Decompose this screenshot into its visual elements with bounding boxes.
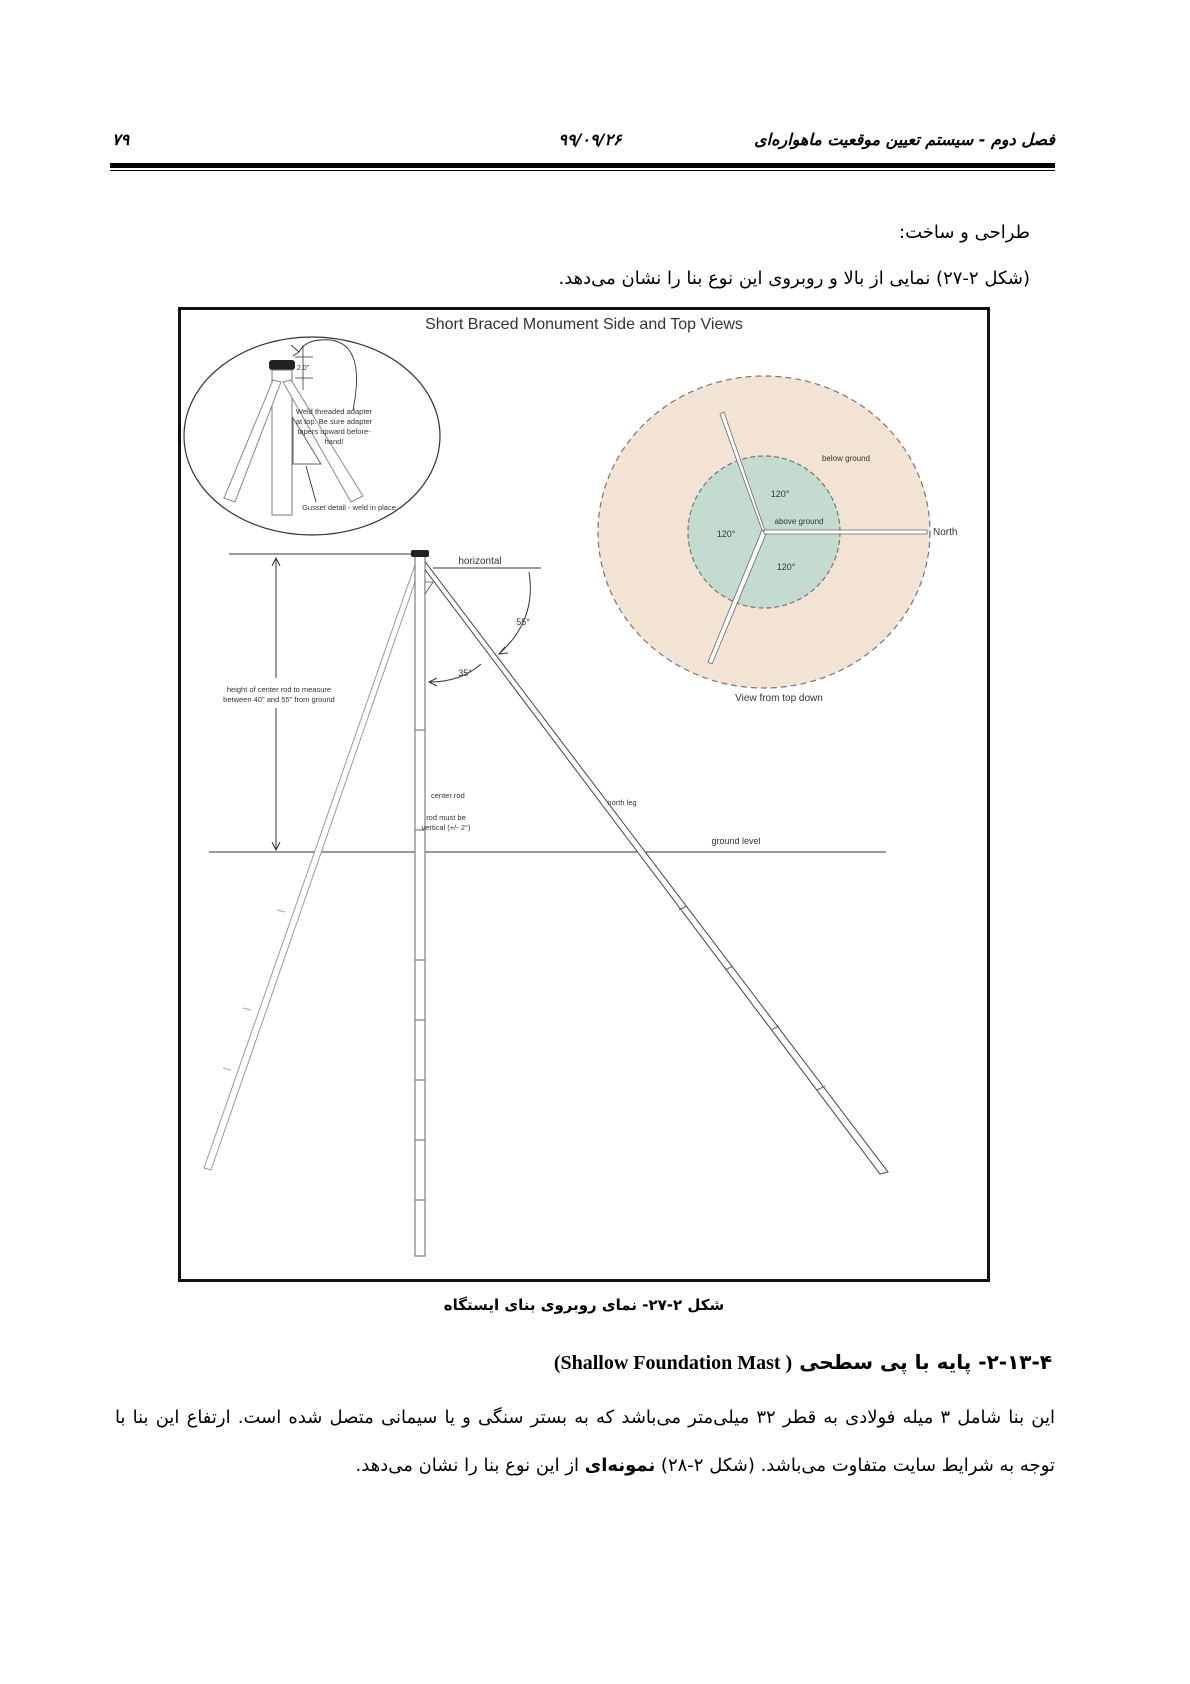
- detail-note-4: hand!: [324, 437, 344, 446]
- paragraph-bold: نمونه‌ای: [584, 1455, 656, 1476]
- vertical-note-2: vertical (+/- 2°): [421, 823, 471, 832]
- paragraph-text-2: از این نوع بنا را نشان می‌دهد.: [355, 1455, 585, 1476]
- center-rod-label: center rod: [431, 791, 465, 800]
- figure-caption: شکل ۲-۲۷- نمای روبروی بنای ایستگاه: [443, 1296, 725, 1314]
- angle-left-label: 120°: [716, 529, 736, 539]
- angle-bottom-label: 120°: [776, 562, 796, 572]
- paragraph-text-1: این بنا شامل ۳ میله فولادی به قطر ۳۲ میلی‌متر می‌باشد که به بستر سنگی و یا سیمانی متصل شده است. ارتفاع این بنا با توجه به شرایط سایت متفاوت می‌باشد. (شکل ۲-۲۸): [115, 1407, 1055, 1476]
- page-number: ۷۹: [112, 130, 130, 149]
- height-note-1: height of center rod to measure: [226, 685, 332, 694]
- horizontal-label: horizontal: [458, 556, 502, 567]
- section-heading: [554, 1350, 1052, 1375]
- adapter-detail: [184, 337, 440, 535]
- monument-diagram: [181, 310, 987, 1279]
- height-note-2: between 40" and 55" from ground: [223, 695, 335, 704]
- gusset-note: Gusset detail - weld in place: [302, 503, 396, 512]
- top-view-label: View from top down: [735, 693, 823, 704]
- detail-right-leg: [283, 380, 363, 502]
- top-view-leg-north: [764, 530, 927, 534]
- body-paragraph: [115, 1394, 1055, 1490]
- ground-level-label: ground level: [711, 836, 761, 846]
- section-number-title: ۲-۱۳-۴- پایه با پی سطحی: [799, 1350, 1052, 1374]
- north-leg-label: north leg: [607, 798, 637, 807]
- section-latin-title: ( Shallow Foundation Mast): [553, 1352, 793, 1374]
- left-leg: [204, 559, 423, 1170]
- angle-35-label: 35°: [458, 668, 472, 678]
- detail-note-2: at top. Be sure adapter: [295, 417, 373, 426]
- north-label: North: [933, 527, 958, 538]
- angle-55-label: 55°: [516, 617, 530, 627]
- header-date: ۹۹/۰۹/۲۶: [558, 130, 622, 149]
- design-heading: طراحی و ساخت:: [899, 222, 1030, 243]
- monument-figure: [178, 307, 990, 1282]
- detail-note-1: Weld threaded adapter: [295, 407, 373, 416]
- below-ground-label: below ground: [821, 454, 871, 463]
- header-rule-thin: [110, 170, 1055, 171]
- detail-note-3: tapers upward before-: [297, 427, 371, 436]
- angle-top-label: 120°: [770, 489, 790, 499]
- adapter-cap: [411, 550, 429, 557]
- threaded-adapter-icon: [269, 360, 295, 370]
- above-ground-label: above ground: [774, 517, 824, 526]
- vertical-note-1: rod must be: [426, 813, 466, 822]
- header-rule-thick: [110, 163, 1055, 168]
- chapter-title: فصل دوم - سیستم تعیین موقعیت ماهواره‌ای: [754, 130, 1055, 149]
- figure-title: Short Braced Monument Side and Top Views: [425, 316, 743, 333]
- center-rod: [415, 556, 425, 1256]
- detail-dimension: 2.0": [296, 365, 310, 372]
- top-view: [598, 376, 957, 704]
- intro-line: (شکل ۲-۲۷) نمایی از بالا و روبروی این نوع بنا را نشان می‌دهد.: [558, 268, 1030, 289]
